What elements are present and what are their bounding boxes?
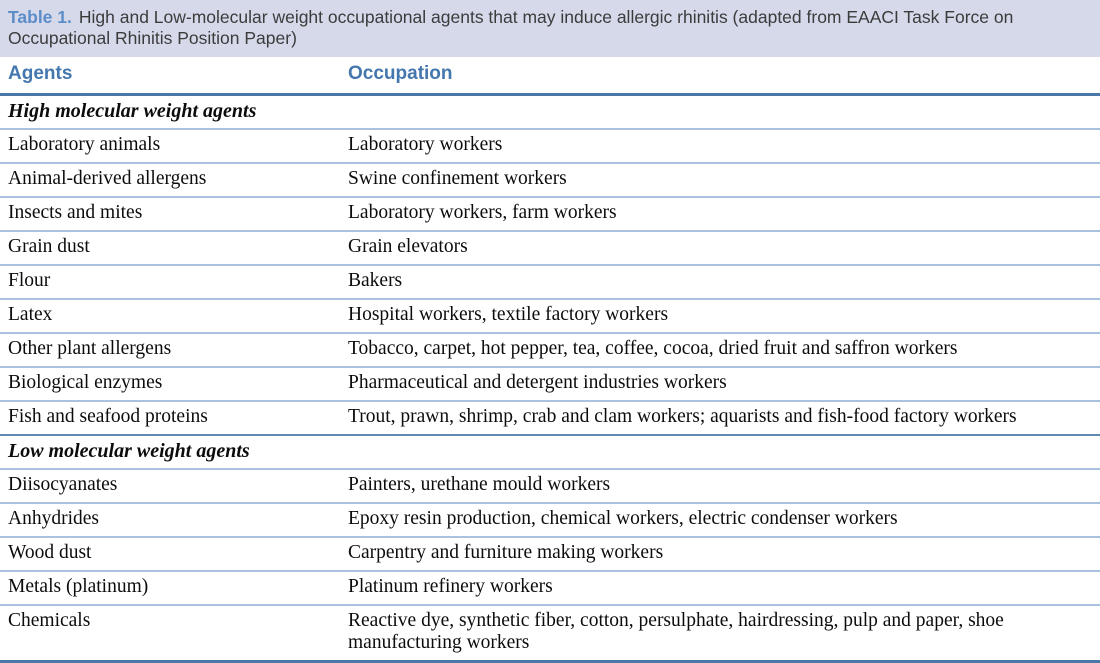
occupation-cell: Trout, prawn, shrimp, crab and clam workers; aquarists and fish-food factory workers [340,401,1100,435]
section-row-low-molecular [0,435,1100,469]
occupation-cell: Laboratory workers, farm workers [340,197,1100,231]
agent-cell: Fish and seafood proteins [0,401,340,435]
agent-cell: Wood dust [0,537,340,571]
section-label: High molecular weight agents [0,95,1100,130]
table-row [0,197,1100,231]
occupation-cell: Painters, urethane mould workers [340,469,1100,503]
table-row [0,571,1100,605]
agents-occupation-table [0,57,1100,663]
table-row [0,469,1100,503]
table-row [0,163,1100,197]
table-row [0,537,1100,571]
occupation-cell: Epoxy resin production, chemical workers, electric condenser workers [340,503,1100,537]
occupation-cell: Platinum refinery workers [340,571,1100,605]
occupation-cell: Reactive dye, synthetic fiber, cotton, persulphate, hairdressing, pulp and paper, shoe manufacturing workers [340,605,1100,662]
section-row-high-molecular [0,95,1100,130]
table-row [0,333,1100,367]
agent-cell: Anhydrides [0,503,340,537]
table-row [0,367,1100,401]
agent-cell: Insects and mites [0,197,340,231]
header-row [0,57,1100,95]
agent-cell: Grain dust [0,231,340,265]
agent-cell: Metals (platinum) [0,571,340,605]
occupation-cell: Tobacco, carpet, hot pepper, tea, coffee, cocoa, dried fruit and saffron workers [340,333,1100,367]
occupation-cell: Swine confinement workers [340,163,1100,197]
agent-cell: Other plant allergens [0,333,340,367]
column-header-agents: Agents [0,57,340,95]
table-caption-label: Table 1. [8,7,72,27]
agent-cell: Diisocyanates [0,469,340,503]
agent-cell: Flour [0,265,340,299]
table-caption [0,0,1100,57]
agent-cell: Laboratory animals [0,129,340,163]
table-row [0,265,1100,299]
agent-cell: Biological enzymes [0,367,340,401]
agent-cell: Chemicals [0,605,340,662]
table-row [0,129,1100,163]
occupation-cell: Carpentry and furniture making workers [340,537,1100,571]
agent-cell: Latex [0,299,340,333]
table-row [0,401,1100,435]
column-header-occupation: Occupation [340,57,1100,95]
occupation-cell: Grain elevators [340,231,1100,265]
occupation-cell: Pharmaceutical and detergent industries workers [340,367,1100,401]
section-label: Low molecular weight agents [0,435,1100,469]
table-row [0,503,1100,537]
occupation-cell: Bakers [340,265,1100,299]
agent-cell: Animal-derived allergens [0,163,340,197]
table-caption-text: High and Low-molecular weight occupational agents that may induce allergic rhinitis (adapted from EAACI Task Force on Occupational Rhinitis Position Paper) [8,7,1014,48]
occupation-cell: Laboratory workers [340,129,1100,163]
table-row [0,299,1100,333]
table-row [0,231,1100,265]
occupation-cell: Hospital workers, textile factory workers [340,299,1100,333]
table-row [0,605,1100,662]
